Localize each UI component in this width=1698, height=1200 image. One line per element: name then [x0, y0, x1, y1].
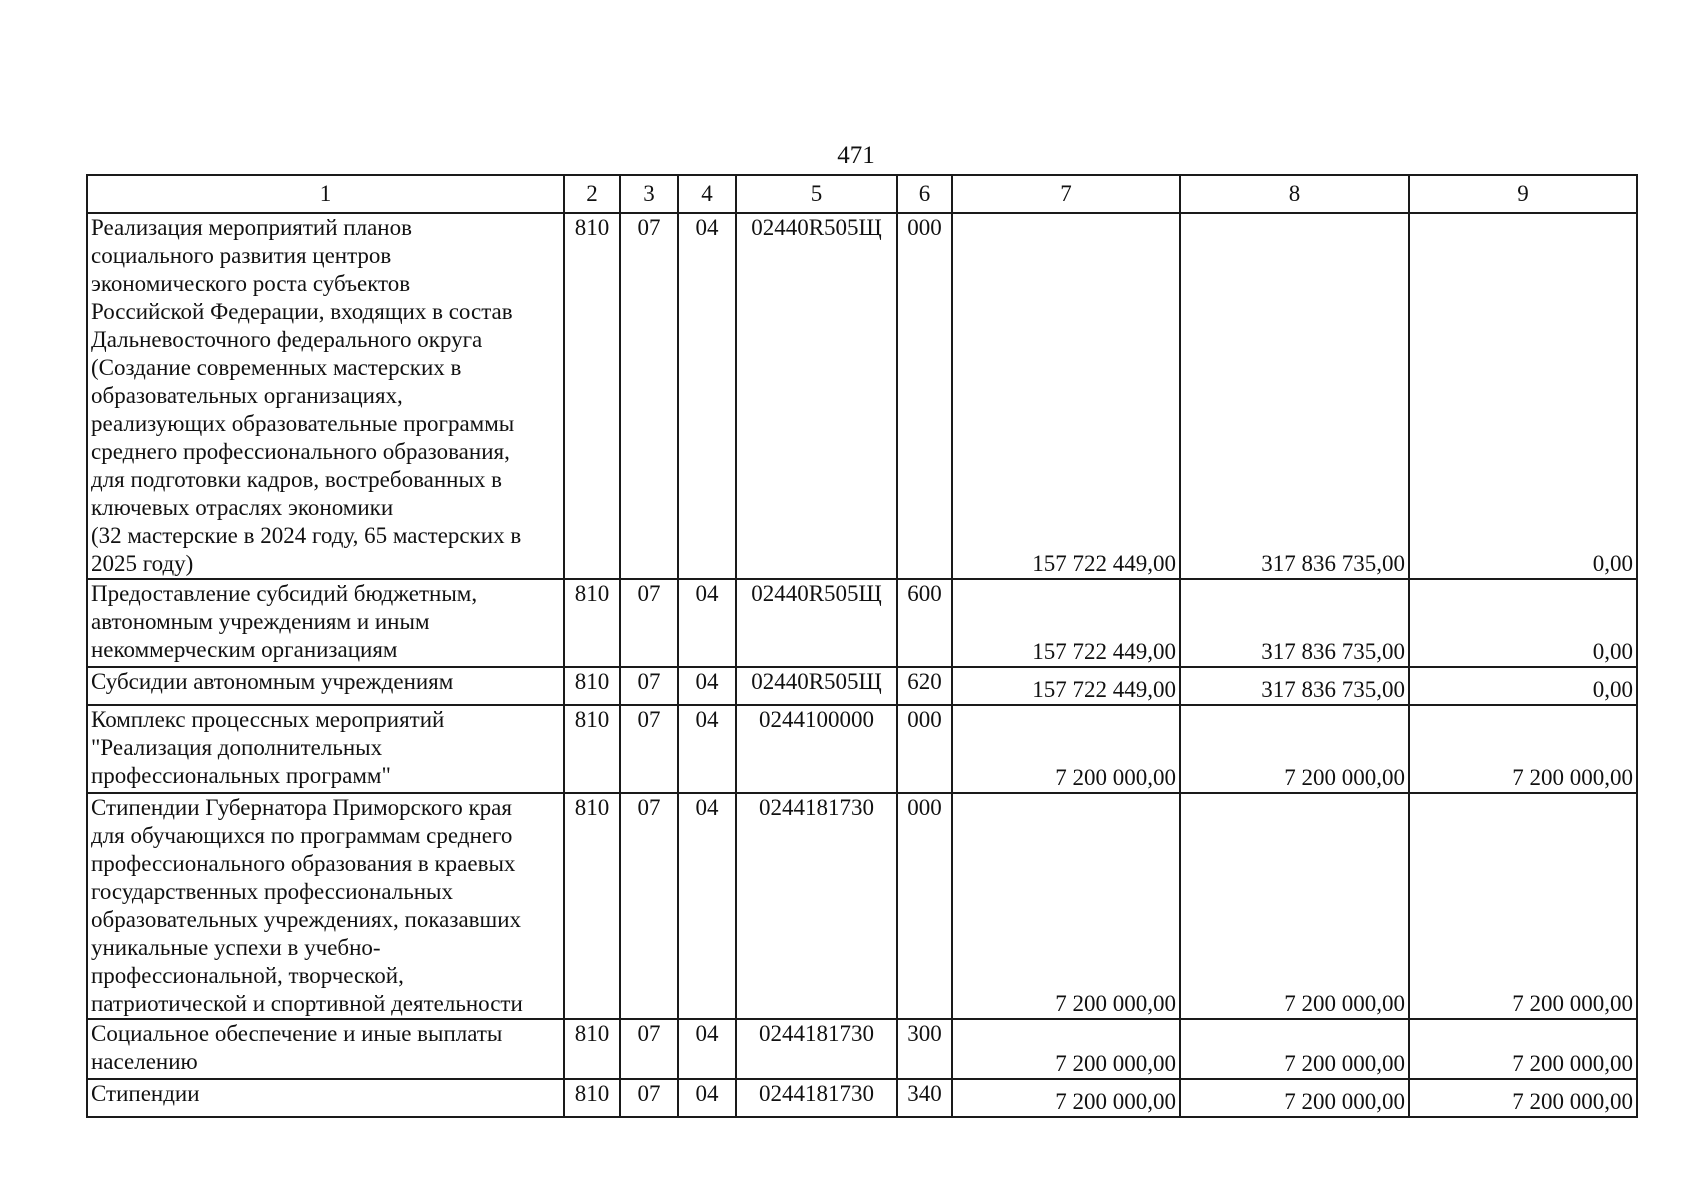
budget-table-body	[87, 175, 1637, 1117]
amount-col8-cell: 317 836 735,00	[1180, 667, 1409, 705]
amount-col9-cell: 0,00	[1409, 579, 1637, 667]
table-row	[87, 705, 1637, 793]
amount-col9-cell: 7 200 000,00	[1409, 793, 1637, 1019]
column-header: 8	[1180, 175, 1409, 213]
target-article-cell: 0244100000	[736, 705, 897, 793]
subsection-code-cell: 04	[678, 793, 736, 1019]
table-row	[87, 667, 1637, 705]
section-code-cell: 07	[620, 1019, 678, 1079]
section-code-cell: 07	[620, 579, 678, 667]
expense-type-cell: 000	[897, 793, 952, 1019]
section-code-cell: 07	[620, 213, 678, 579]
subsection-code-cell: 04	[678, 1019, 736, 1079]
section-code-cell: 07	[620, 1079, 678, 1117]
section-code-cell: 07	[620, 705, 678, 793]
amount-col9-cell: 7 200 000,00	[1409, 1019, 1637, 1079]
amount-col7-cell: 7 200 000,00	[952, 1019, 1180, 1079]
expense-name-cell: Комплекс процессных мероприятий "Реализация дополнительных профессиональных программ"	[87, 705, 564, 793]
expense-name-cell: Предоставление субсидий бюджетным, автономным учреждениям и иным некоммерческим организациям	[87, 579, 564, 667]
expense-name-cell: Стипендии Губернатора Приморского края для обучающихся по программам среднего профессионального образования в краевых государственных профессиональных образовательных учреждениях, показавших уникальные успехи в учебно- профессиональной, творческой, патриотической и спортивной деятельности	[87, 793, 564, 1019]
table-row	[87, 1079, 1637, 1117]
amount-col8-cell: 7 200 000,00	[1180, 1019, 1409, 1079]
ministry-code-cell: 810	[564, 213, 620, 579]
ministry-code-cell: 810	[564, 705, 620, 793]
column-header: 1	[87, 175, 564, 213]
section-code-cell: 07	[620, 667, 678, 705]
target-article-cell: 02440R505Щ	[736, 667, 897, 705]
table-row	[87, 793, 1637, 1019]
table-row	[87, 213, 1637, 579]
column-header: 2	[564, 175, 620, 213]
column-header: 9	[1409, 175, 1637, 213]
budget-table	[86, 174, 1638, 1118]
column-header: 3	[620, 175, 678, 213]
expense-name-cell: Социальное обеспечение и иные выплаты населению	[87, 1019, 564, 1079]
expense-type-cell: 000	[897, 705, 952, 793]
expense-type-cell: 340	[897, 1079, 952, 1117]
amount-col7-cell: 157 722 449,00	[952, 667, 1180, 705]
subsection-code-cell: 04	[678, 579, 736, 667]
amount-col8-cell: 7 200 000,00	[1180, 793, 1409, 1019]
subsection-code-cell: 04	[678, 213, 736, 579]
target-article-cell: 0244181730	[736, 1079, 897, 1117]
amount-col8-cell: 317 836 735,00	[1180, 213, 1409, 579]
column-header: 5	[736, 175, 897, 213]
amount-col7-cell: 7 200 000,00	[952, 1079, 1180, 1117]
ministry-code-cell: 810	[564, 1079, 620, 1117]
amount-col9-cell: 7 200 000,00	[1409, 705, 1637, 793]
section-code-cell: 07	[620, 793, 678, 1019]
subsection-code-cell: 04	[678, 705, 736, 793]
table-row	[87, 579, 1637, 667]
column-header: 7	[952, 175, 1180, 213]
ministry-code-cell: 810	[564, 793, 620, 1019]
amount-col9-cell: 0,00	[1409, 667, 1637, 705]
ministry-code-cell: 810	[564, 667, 620, 705]
amount-col8-cell: 317 836 735,00	[1180, 579, 1409, 667]
column-header: 6	[897, 175, 952, 213]
ministry-code-cell: 810	[564, 1019, 620, 1079]
ministry-code-cell: 810	[564, 579, 620, 667]
page-number: 471	[837, 142, 875, 169]
subsection-code-cell: 04	[678, 1079, 736, 1117]
amount-col9-cell: 7 200 000,00	[1409, 1079, 1637, 1117]
expense-name-cell: Стипендии	[87, 1079, 564, 1117]
amount-col7-cell: 7 200 000,00	[952, 793, 1180, 1019]
amount-col7-cell: 7 200 000,00	[952, 705, 1180, 793]
amount-col7-cell: 157 722 449,00	[952, 579, 1180, 667]
target-article-cell: 02440R505Щ	[736, 579, 897, 667]
expense-name-cell: Субсидии автономным учреждениям	[87, 667, 564, 705]
amount-col8-cell: 7 200 000,00	[1180, 705, 1409, 793]
amount-col8-cell: 7 200 000,00	[1180, 1079, 1409, 1117]
subsection-code-cell: 04	[678, 667, 736, 705]
target-article-cell: 0244181730	[736, 793, 897, 1019]
expense-type-cell: 300	[897, 1019, 952, 1079]
target-article-cell: 0244181730	[736, 1019, 897, 1079]
target-article-cell: 02440R505Щ	[736, 213, 897, 579]
table-row	[87, 1019, 1637, 1079]
expense-type-cell: 620	[897, 667, 952, 705]
column-number-header-row	[87, 175, 1637, 213]
amount-col9-cell: 0,00	[1409, 213, 1637, 579]
amount-col7-cell: 157 722 449,00	[952, 213, 1180, 579]
expense-name-cell: Реализация мероприятий планов социального развития центров экономического роста субъектов Российской Федерации, входящих в состав Дальневосточного федерального округа (Создание современных мастерских в образовательных организациях, реализующих образовательные программы среднего профессионального образования, для подготовки кадров, востребованных в ключевых отраслях экономики (32 мастерские в 2024 году, 65 мастерских в 2025 году)	[87, 213, 564, 579]
expense-type-cell: 000	[897, 213, 952, 579]
column-header: 4	[678, 175, 736, 213]
expense-type-cell: 600	[897, 579, 952, 667]
